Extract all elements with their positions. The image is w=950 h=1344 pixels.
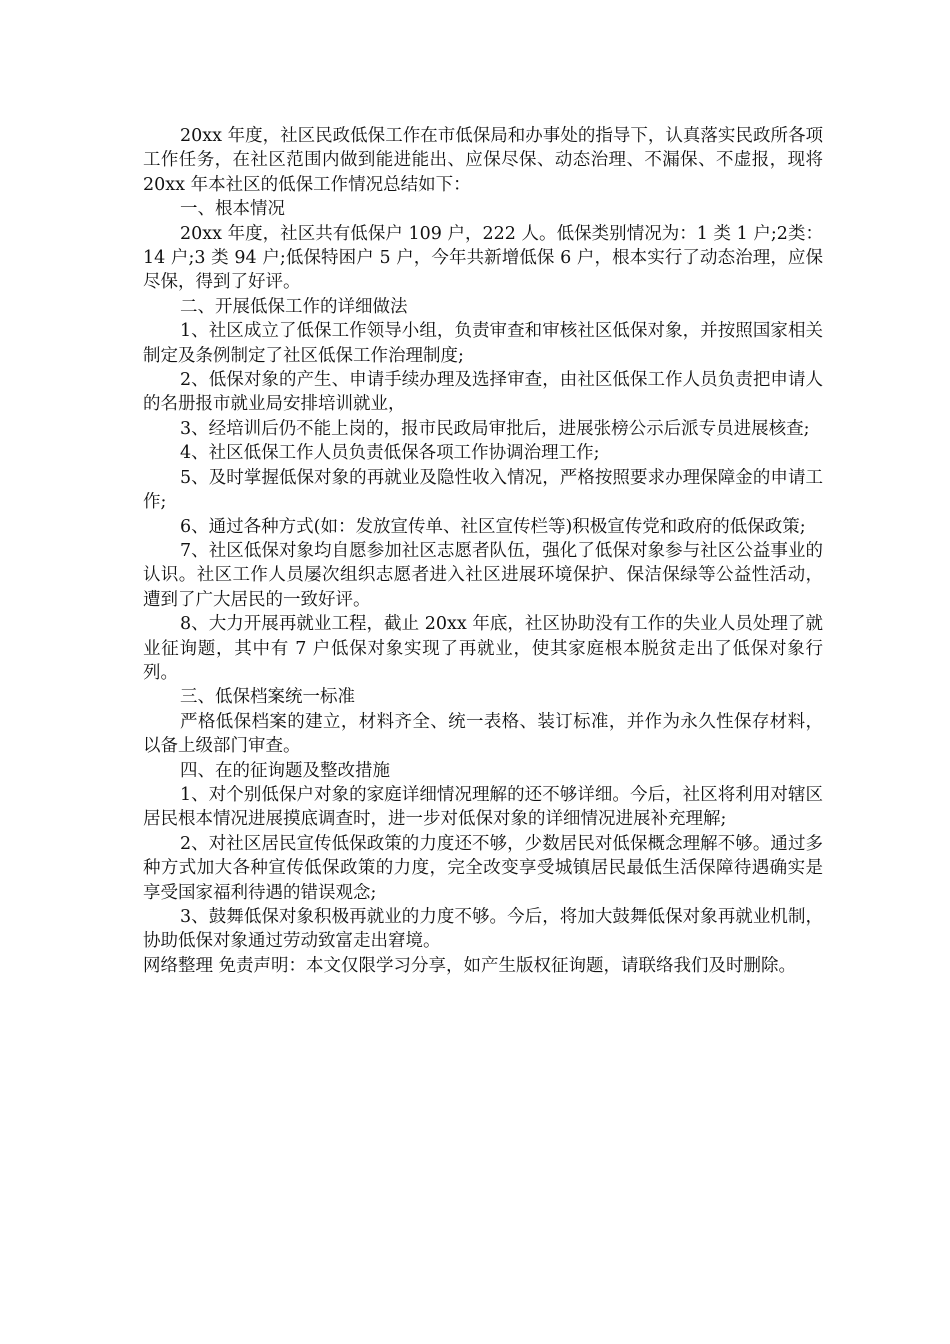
method-item-3: 3、经培训后仍不能上岗的，报市民政局审批后，进展张榜公示后派专员进展核查;: [180, 418, 810, 439]
method-item-5: 5、及时掌握低保对象的再就业及隐性收入情况，严格按照要求办理保障金的申请工作;: [143, 467, 823, 513]
section-heading-archives: 三、低保档案统一标准: [180, 687, 355, 708]
method-item-4: 4、社区低保工作人员负责低保各项工作协调治理工作;: [180, 443, 600, 464]
basic-situation-paragraph: 20xx 年度，社区共有低保户 109 户，222 人。低保类别情况为：1 类 1 户;2类：14 户;3 类 94 户;低保特困户 5 户，今年共新增低保 6 户，根本实行了动态治理，应保尽保，得到了好评。: [143, 223, 823, 293]
method-item-1: 1、社区成立了低保工作领导小组，负责审查和审核社区低保对象，并按照国家相关制定及条例制定了社区低保工作治理制度;: [143, 321, 823, 366]
section-heading-basic: 一、根本情况: [180, 199, 285, 220]
problem-item-3: 3、鼓舞低保对象积极再就业的力度不够。今后，将加大鼓舞低保对象再就业机制，协助低保对象通过劳动致富走出窘境。: [143, 907, 823, 952]
method-item-2: 2、低保对象的产生、申请手续办理及选择审查，由社区低保工作人员负责把申请人的名册报市就业局安排培训就业，: [143, 370, 823, 415]
archives-paragraph: 严格低保档案的建立，材料齐全、统一表格、装订标准，并作为永久性保存材料，以备上级部门审查。: [143, 711, 823, 757]
section-heading-problems: 四、在的征询题及整改措施: [180, 760, 390, 781]
problem-item-1: 1、对个别低保户对象的家庭详细情况理解的还不够详细。今后，社区将利用对辖区居民根本情况进展摸底调查时，进一步对低保对象的详细情况进展补充理解;: [143, 784, 823, 830]
section-heading-methods: 二、开展低保工作的详细做法: [180, 296, 408, 317]
intro-paragraph: 20xx 年度，社区民政低保工作在市低保局和办事处的指导下，认真落实民政所各项工作任务，在社区范围内做到能进能出、应保尽保、动态治理、不漏保、不虚报，现将 20xx 年本社区的低保工作情况总结如下：: [143, 126, 823, 195]
method-item-8: 8、大力开展再就业工程，截止 20xx 年底，社区协助没有工作的失业人员处理了就业征询题，其中有 7 户低保对象实现了再就业，使其家庭根本脱贫走出了低保对象行列。: [143, 614, 823, 683]
disclaimer-footer: 网络整理 免责声明：本文仅限学习分享，如产生版权征询题，请联络我们及时删除。: [143, 955, 797, 976]
method-item-7: 7、社区低保对象均自愿参加社区志愿者队伍，强化了低保对象参与社区公益事业的认识。社区工作人员屡次组织志愿者进入社区进展环境保护、保洁保绿等公益性活动，遭到了广大居民的一致好评。: [143, 540, 823, 610]
document-body: [143, 124, 823, 978]
problem-item-2: 2、对社区居民宣传低保政策的力度还不够，少数居民对低保概念理解不够。通过多种方式加大各种宣传低保政策的力度，完全改变享受城镇居民最低生活保障待遇确实是享受国家福利待遇的错误观念;: [143, 833, 823, 903]
method-item-6: 6、通过各种方式(如：发放宣传单、社区宣传栏等)积极宣传党和政府的低保政策;: [180, 516, 806, 537]
